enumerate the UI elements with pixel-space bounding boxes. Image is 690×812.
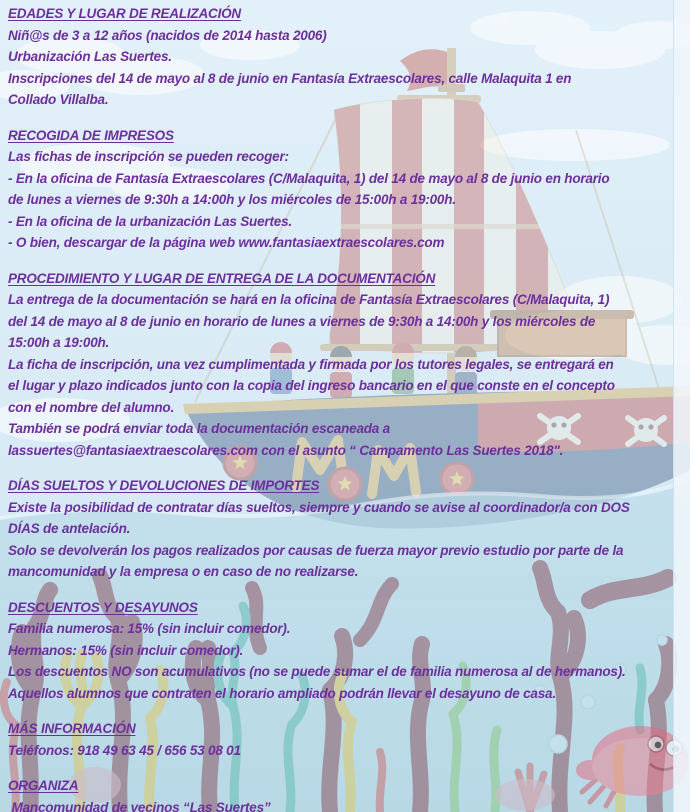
text-line: Hermanos: 15% (sin incluir comedor). — [8, 642, 244, 658]
text-line: 15:00h a 19:00h. — [8, 335, 110, 350]
text-line: Mancomunidad de vecinos “Las Suertes” — [8, 799, 271, 812]
text-line: Los descuentos NO son acumulativos (no se puede sumar el de familia numerosa al de hermanos). — [8, 664, 626, 679]
text-line: lassuertes@fantasiaextraescolares.com con el asunto “ Campamento Las Suertes 2018". — [8, 442, 564, 458]
text-line: del 14 de mayo al 8 de junio en horario de lunes a viernes de 9:30h a 14:00h y los miércoles de — [8, 313, 596, 329]
text-line: de lunes a viernes de 9:30h a 14:00h y los miércoles de 15:00h a 19:00h. — [8, 192, 456, 207]
text-line: mancomunidad y la empresa o en caso de no realizarse. — [8, 564, 359, 579]
section-organiza — [8, 775, 684, 812]
text-line: - En la oficina de la urbanización Las Suertes. — [8, 213, 292, 229]
text-line: - En la oficina de Fantasía Extraescolares (C/Malaquita, 1) del 14 de mayo al 8 de junio en horario — [8, 170, 610, 186]
text-line: Teléfonos: 918 49 63 45 / 656 53 08 01 — [8, 742, 241, 758]
section-heading: ORGANIZA — [8, 778, 79, 793]
text-line: Aquellos alumnos que contraten el horario ampliado podrán llevar el desayuno de casa. — [8, 685, 556, 701]
text-line: Las fichas de inscripción se pueden recoger: — [8, 149, 289, 164]
text-line: Inscripciones del 14 de mayo al 8 de junio en Fantasía Extraescolares, calle Malaquita 1 en — [8, 70, 572, 86]
section-procedimiento — [8, 268, 684, 462]
section-heading: RECOGIDA DE IMPRESOS — [8, 127, 174, 143]
text-line: La entrega de la documentación se hará en la oficina de Fantasía Extraescolares (C/Malaquita, 1) — [8, 292, 610, 307]
text-line: Familia numerosa: 15% (sin incluir comedor). — [8, 621, 291, 636]
text-line: Existe la posibilidad de contratar días sueltos, siempre y cuando se avise al coordinador/a con DOS — [8, 499, 630, 515]
text-line: La ficha de inscripción, una vez cumplimentada y firmada por los tutores legales, se entregará en — [8, 356, 614, 372]
section-heading: MÁS INFORMACIÓN — [8, 721, 136, 736]
section-mas-informacion — [8, 718, 684, 761]
text-line: Niñ@s de 3 a 12 años (nacidos de 2014 hasta 2006) — [8, 27, 327, 43]
text-line: Urbanización Las Suertes. — [8, 49, 172, 64]
text-line: DÍAS de antelación. — [8, 521, 131, 536]
text-line: el lugar y plazo indicados junto con la copia del ingreso bancario en el que conste en el concepto — [8, 378, 615, 393]
section-heading: DÍAS SUELTOS Y DEVOLUCIONES DE IMPORTES — [8, 478, 320, 493]
section-heading: EDADES Y LUGAR DE REALIZACIÓN — [8, 6, 241, 21]
text-line: Solo se devolverán los pagos realizados por causas de fuerza mayor previo estudio por parte de la — [8, 542, 624, 558]
section-descuentos — [8, 597, 684, 705]
text-line: con el nombre del alumno. — [8, 399, 175, 415]
section-edades — [8, 3, 684, 111]
section-heading: DESCUENTOS Y DESAYUNOS — [8, 599, 198, 615]
text-line: Collado Villalba. — [8, 92, 109, 107]
text-line: También se podrá enviar toda la documentación escaneada a — [8, 421, 390, 436]
section-heading: PROCEDIMIENTO Y LUGAR DE ENTREGA DE LA DOCUMENTACIÓN — [8, 270, 436, 286]
section-dias-sueltos — [8, 475, 684, 583]
section-recogida — [8, 125, 684, 254]
text-line: - O bien, descargar de la página web www.fantasiaextraescolares.com — [8, 235, 445, 250]
